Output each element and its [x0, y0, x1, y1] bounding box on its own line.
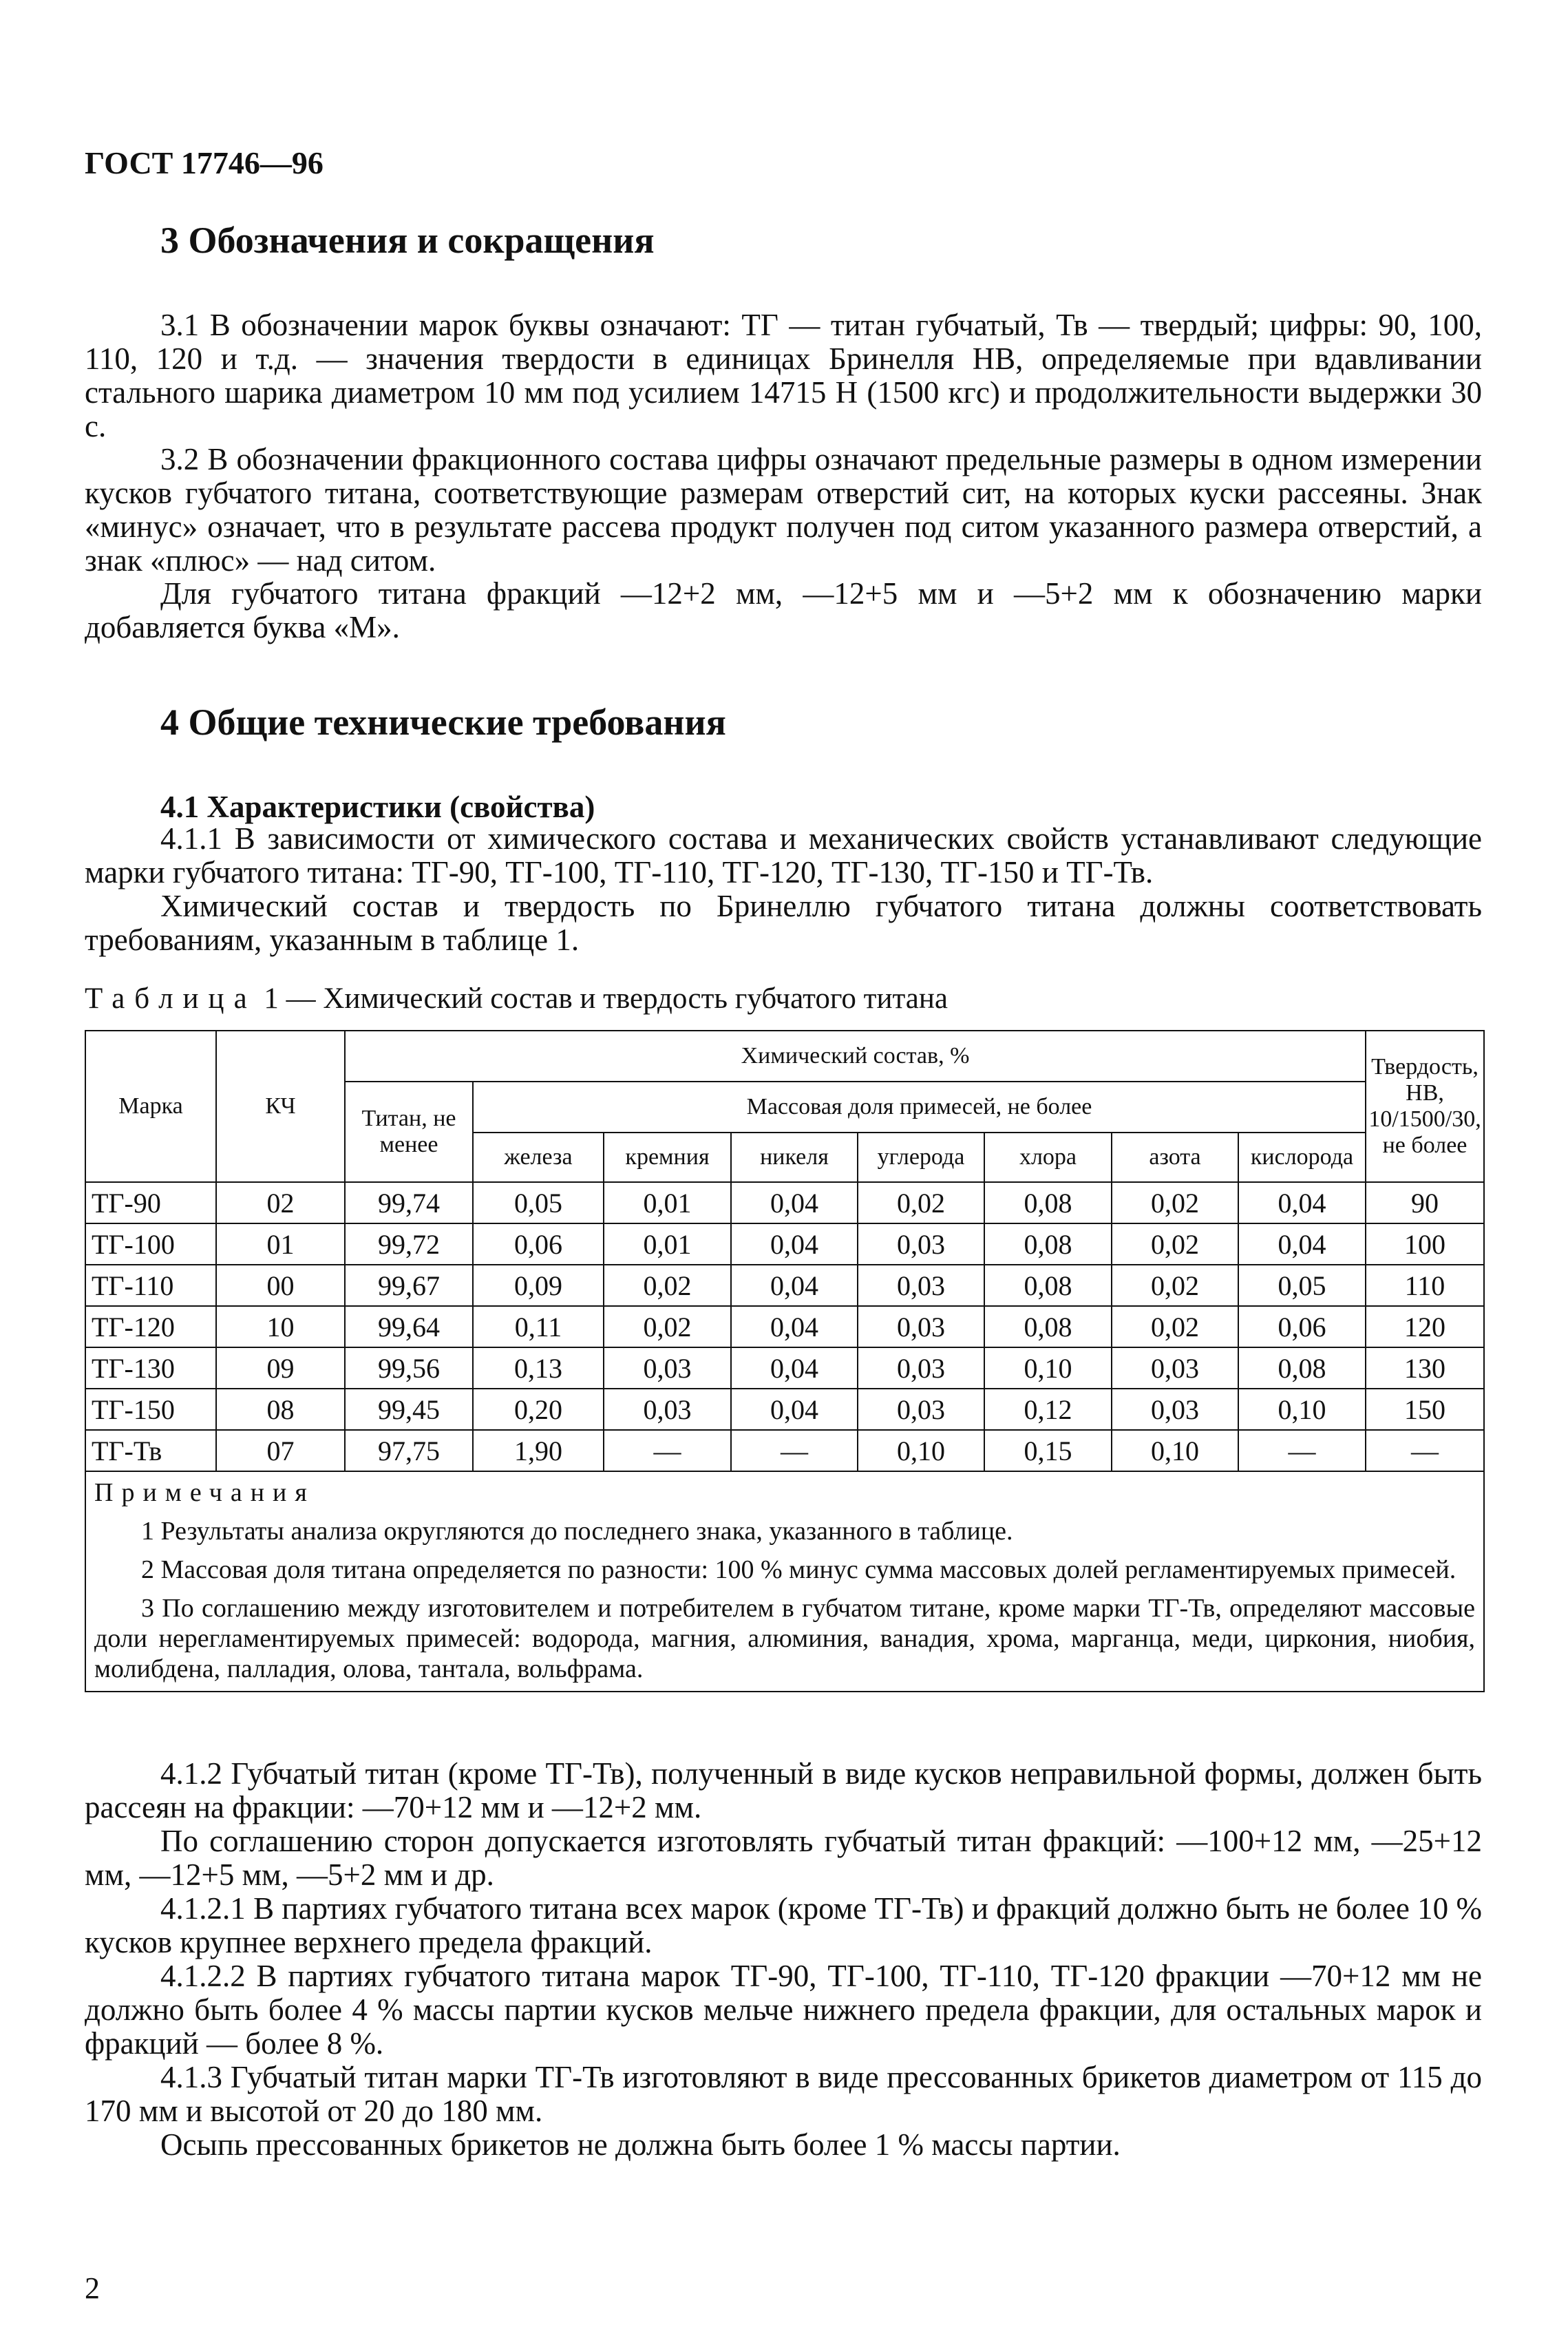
paragraph-4-1-3: 4.1.3 Губчатый титан марки ТГ-Тв изготовляют в виде прессованных брикетов диаметром от 115 до 170 мм и высотой от 20 до 180 мм.: [85, 2060, 1482, 2128]
cell-silicon: 0,01: [604, 1223, 731, 1265]
cell-titanium: 99,74: [345, 1182, 473, 1223]
cell-kch: 09: [216, 1347, 345, 1389]
paragraph-3-1: 3.1 В обозначении марок буквы означают: ТГ — титан губчатый, Тв — твердый; цифры: 90, 100, 110, 120 и т.д. — значения твердости в единицах Бринелля НВ, определяемые при вдавливании стального шарика диаметром 10 мм под усилием 14715 Н (1500 кгс) и продолжительности выдержки 30 с.: [85, 308, 1482, 443]
cell-chlorine: 0,08: [984, 1223, 1112, 1265]
cell-oxygen: 0,04: [1238, 1223, 1366, 1265]
note-1: 1 Результаты анализа округляются до последнего знака, указанного в таблице.: [141, 1517, 1013, 1546]
table-row: [85, 1182, 1484, 1223]
cell-chlorine: 0,08: [984, 1265, 1112, 1306]
cell-nickel: 0,04: [731, 1223, 858, 1265]
cell-hardness: 90: [1366, 1182, 1484, 1223]
cell-nickel: 0,04: [731, 1347, 858, 1389]
cell-hardness: —: [1366, 1430, 1484, 1471]
cell-hardness: 150: [1366, 1389, 1484, 1430]
paragraph-4-1-1b: Химический состав и твердость по Бринеллю губчатого титана должны соответствовать требованиям, указанным в таблице 1.: [85, 889, 1482, 957]
paragraph-4-1-2-2: 4.1.2.2 В партиях губчатого титана марок ТГ-90, ТГ-100, ТГ-110, ТГ-120 фракции —70+12 мм не должно быть более 4 % массы партии кусков мельче нижнего предела фракции, для остальных марок и фракций — более 8 %.: [85, 1959, 1482, 2061]
cell-titanium: 97,75: [345, 1430, 473, 1471]
cell-carbon: 0,03: [858, 1389, 984, 1430]
cell-hardness: 120: [1366, 1306, 1484, 1347]
cell-nitrogen: 0,02: [1112, 1265, 1238, 1306]
cell-nickel: 0,04: [731, 1265, 858, 1306]
cell-grade: ТГ-Тв: [85, 1430, 216, 1471]
header-chlorine: хлора: [984, 1133, 1112, 1182]
cell-nickel: —: [731, 1430, 858, 1471]
cell-carbon: 0,03: [858, 1265, 984, 1306]
header-chemical-composition: Химический состав, %: [345, 1031, 1366, 1082]
notes-title: Примечания: [94, 1478, 315, 1507]
header-grade: Марка: [85, 1031, 216, 1182]
cell-carbon: 0,03: [858, 1223, 984, 1265]
table-caption-text: 1 — Химический состав и твердость губчатого титана: [264, 982, 948, 1015]
cell-oxygen: 0,05: [1238, 1265, 1366, 1306]
cell-titanium: 99,45: [345, 1389, 473, 1430]
cell-nitrogen: 0,02: [1112, 1182, 1238, 1223]
cell-nitrogen: 0,03: [1112, 1347, 1238, 1389]
note-2: 2 Массовая доля титана определяется по разности: 100 % минус сумма массовых долей регламентируемых примесей.: [141, 1555, 1456, 1584]
header-kch: КЧ: [216, 1031, 345, 1182]
paragraph-4-1-3b: Осыпь прессованных брикетов не должна быть более 1 % массы партии.: [160, 2127, 1121, 2162]
table-caption: [85, 982, 948, 1015]
cell-silicon: 0,02: [604, 1265, 731, 1306]
section-4-title: 4 Общие технические требования: [160, 702, 726, 743]
cell-grade: ТГ-110: [85, 1265, 216, 1306]
cell-oxygen: 0,04: [1238, 1182, 1366, 1223]
cell-grade: ТГ-90: [85, 1182, 216, 1223]
cell-nickel: 0,04: [731, 1306, 858, 1347]
cell-carbon: 0,03: [858, 1306, 984, 1347]
cell-nickel: 0,04: [731, 1182, 858, 1223]
cell-carbon: 0,02: [858, 1182, 984, 1223]
cell-chlorine: 0,08: [984, 1182, 1112, 1223]
cell-carbon: 0,10: [858, 1430, 984, 1471]
cell-titanium: 99,64: [345, 1306, 473, 1347]
cell-oxygen: 0,08: [1238, 1347, 1366, 1389]
cell-iron: 0,06: [473, 1223, 604, 1265]
cell-titanium: 99,72: [345, 1223, 473, 1265]
section-3-title: 3 Обозначения и сокращения: [160, 220, 655, 261]
cell-grade: ТГ-120: [85, 1306, 216, 1347]
cell-chlorine: 0,12: [984, 1389, 1112, 1430]
table-row: [85, 1306, 1484, 1347]
paragraph-4-1-1: 4.1.1 В зависимости от химического состава и механических свойств устанавливают следующие марки губчатого титана: ТГ-90, ТГ-100, ТГ-110, ТГ-120, ТГ-130, ТГ-150 и ТГ-Тв.: [85, 821, 1482, 890]
document-header: ГОСТ 17746—96: [85, 145, 324, 180]
cell-nitrogen: 0,03: [1112, 1389, 1238, 1430]
page-number: 2: [85, 2271, 100, 2305]
table-notes: [85, 1471, 1484, 1692]
table-row: [85, 1389, 1484, 1430]
header-nitrogen: азота: [1112, 1133, 1238, 1182]
paragraph-3-2: 3.2 В обозначении фракционного состава цифры означают предельные размеры в одном измерении кусков губчатого титана, соответствующие размерам отверстий сит, на которых куски рассеяны. Знак «минус» означает, что в результате рассева продукт получен под ситом указанного размера отверстий, а знак «плюс» — над ситом.: [85, 442, 1482, 578]
header-carbon: углерода: [858, 1133, 984, 1182]
note-3: 3 По соглашению между изготовителем и потребителем в губчатом титане, кроме марки ТГ-Тв, определяют массовые доли нерегламентируемых примесей: водорода, магния, алюминия, ванадия, хрома, марганца, меди, циркония, ниобия, молибдена, палладия, олова, тантала, вольфрама.: [94, 1594, 1476, 1683]
cell-grade: ТГ-130: [85, 1347, 216, 1389]
cell-nickel: 0,04: [731, 1389, 858, 1430]
cell-nitrogen: 0,02: [1112, 1306, 1238, 1347]
cell-chlorine: 0,08: [984, 1306, 1112, 1347]
cell-nitrogen: 0,02: [1112, 1223, 1238, 1265]
table-caption-word: Таблица: [85, 982, 257, 1015]
cell-iron: 0,09: [473, 1265, 604, 1306]
cell-chlorine: 0,10: [984, 1347, 1112, 1389]
paragraph-4-1-2-1: 4.1.2.1 В партиях губчатого титана всех марок (кроме ТГ-Тв) и фракций должно быть не более 10 % кусков крупнее верхнего предела фракций.: [85, 1891, 1482, 1959]
paragraph-4-1-2: 4.1.2 Губчатый титан (кроме ТГ-Тв), полученный в виде кусков неправильной формы, должен быть рассеян на фракции: —70+12 мм и —12+2 мм.: [85, 1756, 1482, 1824]
paragraph-3-3: Для губчатого титана фракций —12+2 мм, —12+5 мм и —5+2 мм к обозначению марки добавляется буква «М».: [85, 576, 1482, 644]
header-hardness: Твердость, НВ, 10/1500/30, не более: [1366, 1031, 1484, 1182]
cell-iron: 0,05: [473, 1182, 604, 1223]
header-nickel: никеля: [731, 1133, 858, 1182]
chemical-composition-table: [85, 1030, 1485, 1692]
table-row: [85, 1223, 1484, 1265]
cell-silicon: 0,02: [604, 1306, 731, 1347]
header-iron: железа: [473, 1133, 604, 1182]
cell-oxygen: 0,06: [1238, 1306, 1366, 1347]
paragraph-4-1-2b: По соглашению сторон допускается изготовлять губчатый титан фракций: —100+12 мм, —25+12 мм, —12+5 мм, —5+2 мм и др.: [85, 1824, 1482, 1892]
cell-titanium: 99,67: [345, 1265, 473, 1306]
table-row: [85, 1347, 1484, 1389]
cell-nitrogen: 0,10: [1112, 1430, 1238, 1471]
cell-hardness: 130: [1366, 1347, 1484, 1389]
cell-kch: 08: [216, 1389, 345, 1430]
header-impurities: Массовая доля примесей, не более: [473, 1082, 1366, 1133]
cell-titanium: 99,56: [345, 1347, 473, 1389]
cell-iron: 0,11: [473, 1306, 604, 1347]
cell-hardness: 110: [1366, 1265, 1484, 1306]
cell-kch: 01: [216, 1223, 345, 1265]
cell-silicon: 0,03: [604, 1389, 731, 1430]
cell-silicon: —: [604, 1430, 731, 1471]
cell-grade: ТГ-100: [85, 1223, 216, 1265]
cell-oxygen: —: [1238, 1430, 1366, 1471]
cell-grade: ТГ-150: [85, 1389, 216, 1430]
subsection-4-1-heading: 4.1 Характеристики (свойства): [160, 790, 595, 824]
header-oxygen: кислорода: [1238, 1133, 1366, 1182]
cell-iron: 1,90: [473, 1430, 604, 1471]
cell-hardness: 100: [1366, 1223, 1484, 1265]
cell-kch: 07: [216, 1430, 345, 1471]
cell-iron: 0,13: [473, 1347, 604, 1389]
cell-kch: 10: [216, 1306, 345, 1347]
cell-silicon: 0,01: [604, 1182, 731, 1223]
cell-chlorine: 0,15: [984, 1430, 1112, 1471]
cell-kch: 02: [216, 1182, 345, 1223]
cell-kch: 00: [216, 1265, 345, 1306]
table-row: [85, 1430, 1484, 1471]
cell-silicon: 0,03: [604, 1347, 731, 1389]
cell-carbon: 0,03: [858, 1347, 984, 1389]
cell-oxygen: 0,10: [1238, 1389, 1366, 1430]
table-row: [85, 1265, 1484, 1306]
cell-iron: 0,20: [473, 1389, 604, 1430]
header-silicon: кремния: [604, 1133, 731, 1182]
header-titanium: Титан, не менее: [345, 1082, 473, 1182]
